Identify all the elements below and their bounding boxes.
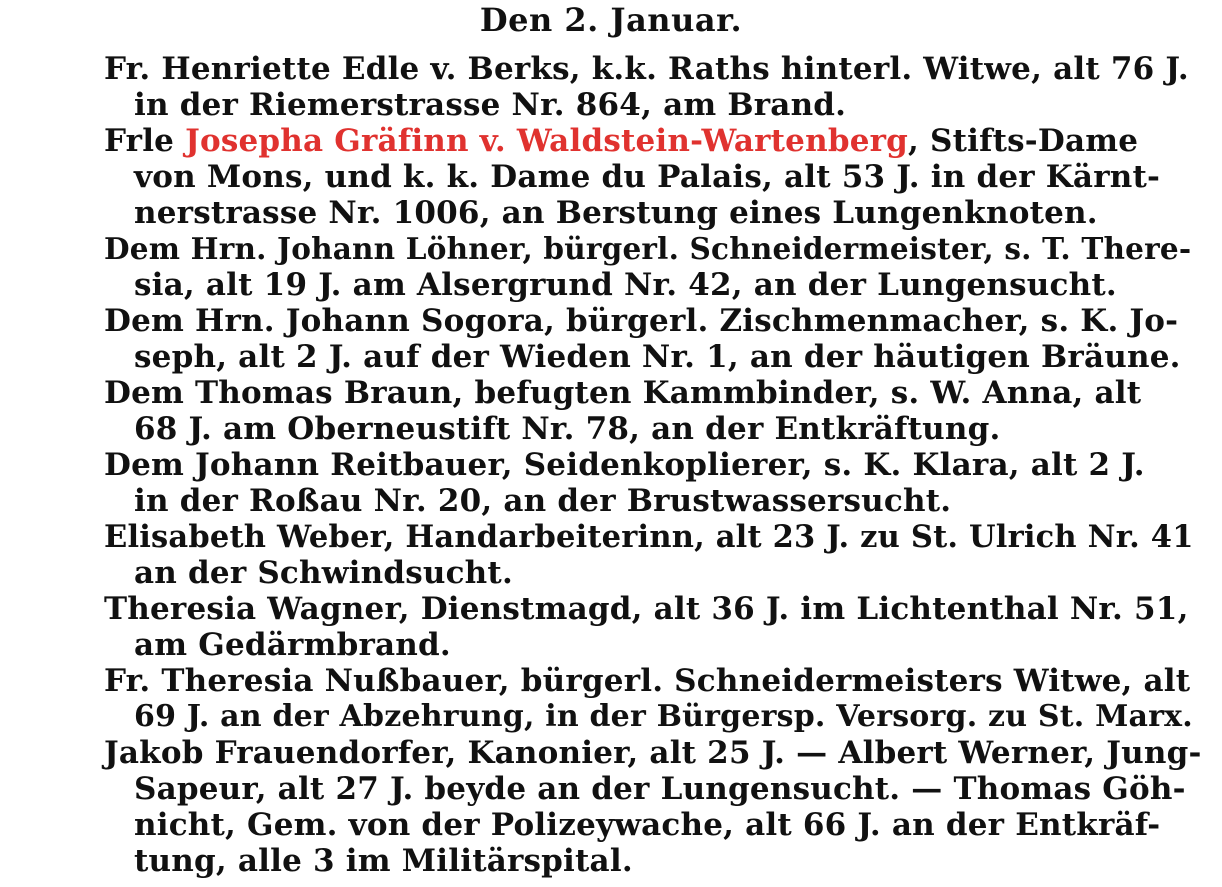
entry-4-line-2: seph, alt 2 J. auf der Wieden Nr. 1, an der häutigen Bräune. bbox=[134, 339, 1181, 375]
highlighted-name: Josepha Gräfinn v. Waldstein-Wartenberg bbox=[185, 123, 909, 159]
entry-10-line-1: Jakob Frauendorfer, Kanonier, alt 25 J. — Albert Werner, Jung- bbox=[104, 735, 1202, 771]
entry-7-line-2: an der Schwindsucht. bbox=[134, 555, 513, 591]
entry-3-line-1: Dem Hrn. Johann Löhner, bürgerl. Schneidermeister, s. T. There- bbox=[104, 231, 1192, 266]
entry-9-line-2: 69 J. an der Abzehrung, in der Bürgersp. Versorg. zu St. Marx. bbox=[134, 699, 1193, 734]
entry-9-line-1: Fr. Theresia Nußbauer, bürgerl. Schneidermeisters Witwe, alt bbox=[104, 663, 1191, 699]
entry-1-line-2: in der Riemerstrasse Nr. 864, am Brand. bbox=[134, 87, 847, 123]
entry-4-line-1: Dem Hrn. Johann Sogora, bürgerl. Zischmenmacher, s. K. Jo- bbox=[104, 303, 1179, 339]
entry-2-suffix: , Stifts-Dame bbox=[908, 123, 1139, 159]
entry-3-line-2: sia, alt 19 J. am Alsergrund Nr. 42, an der Lungensucht. bbox=[134, 267, 1117, 303]
entry-5-line-1: Dem Thomas Braun, befugten Kammbinder, s. W. Anna, alt bbox=[104, 375, 1142, 411]
entry-5-line-2: 68 J. am Oberneustift Nr. 78, an der Entkräftung. bbox=[134, 411, 1001, 447]
entry-10-line-4: tung, alle 3 im Militärspital. bbox=[134, 843, 633, 879]
entry-2-prefix: Frle bbox=[104, 123, 186, 159]
entry-6-line-2: in der Roßau Nr. 20, an der Brustwassersucht. bbox=[134, 483, 952, 519]
entry-2-line-2: von Mons, und k. k. Dame du Palais, alt 53 J. in der Kärnt- bbox=[134, 159, 1161, 195]
entry-8-line-1: Theresia Wagner, Dienstmagd, alt 36 J. im Lichtenthal Nr. 51, bbox=[104, 591, 1189, 627]
entry-2-line-3: nerstrasse Nr. 1006, an Berstung eines Lungenknoten. bbox=[134, 195, 1098, 231]
entry-10-line-3: nicht, Gem. von der Polizeywache, alt 66 J. an der Entkräf- bbox=[134, 807, 1161, 843]
entry-7-line-1: Elisabeth Weber, Handarbeiterinn, alt 23 J. zu St. Ulrich Nr. 41 bbox=[104, 519, 1194, 555]
entry-10-line-2: Sapeur, alt 27 J. beyde an der Lungensucht. — Thomas Göh- bbox=[134, 771, 1186, 807]
entry-1-line-1: Fr. Henriette Edle v. Berks, k.k. Raths hinterl. Witwe, alt 76 J. bbox=[104, 51, 1189, 87]
entry-2-line-1 bbox=[104, 123, 1138, 159]
entry-6-line-1: Dem Johann Reitbauer, Seidenkoplierer, s. K. Klara, alt 2 J. bbox=[104, 447, 1145, 483]
entry-8-line-2: am Gedärmbrand. bbox=[134, 627, 451, 663]
page-heading: Den 2. Januar. bbox=[479, 1, 743, 39]
